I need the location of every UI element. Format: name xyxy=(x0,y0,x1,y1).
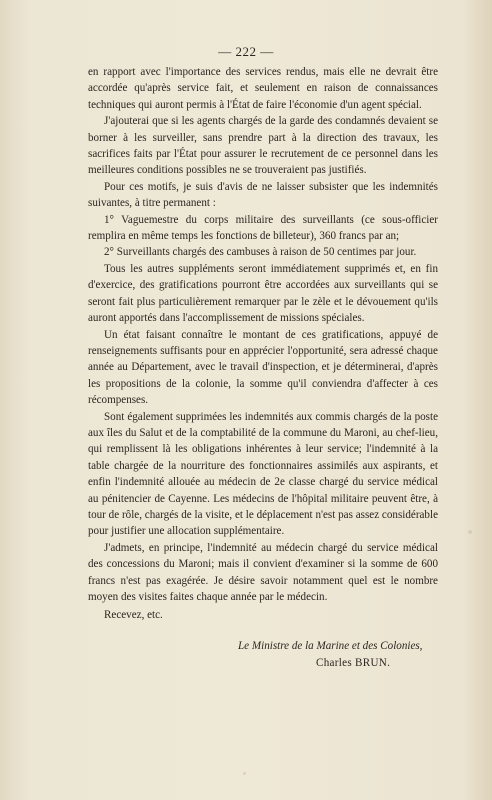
signature-block xyxy=(88,638,438,674)
list-item: 1° Vaguemestre du corps militaire des surveillants (ce sous-officier remplira en même temps les fonctions de billeteur), 360 francs par an; xyxy=(88,213,438,243)
paragraph: J'ajouterai que si les agents chargés de la garde des condamnés devaient se borner à les surveiller, sans prendre part à la direction des travaux, les sacrifices faits par l'État pour assurer le recrutement de ce personnel dans les meilleures conditions possibles ne se trouveraient pas justifiés. xyxy=(88,115,438,177)
salutation: Recevez, etc. xyxy=(104,609,163,622)
paragraph: J'admets, en principe, l'indemnité au médecin chargé du service médical des concessions du Maroni; mais il convient d'examiner si la somme de 600 francs n'est pas exagérée. Je désire savoir notamment quel est le nombre moyen des visites faites chaque année par le médecin. xyxy=(88,541,438,603)
paper-stain xyxy=(468,530,472,534)
paragraph: Un état faisant connaître le montant de ces gratifications, appuyé de renseignements suffisants pour en apprécier l'opportunité, sera adressé chaque année au Département, avec le travail d'inspection, et je déterminerai, d'après les propositions de la colonie, la somme qu'il conviendra d'affecter à ces récompenses. xyxy=(88,328,438,407)
paragraph: en rapport avec l'importance des services rendus, mais elle ne devrait être accordée qu'après service fait, et seulement en raison de connaissances techniques qui auront permis à l'État de faire l'économie d'un agent spécial. xyxy=(88,66,438,111)
list-item: 2° Surveillants chargés des cambuses à raison de 50 centimes par jour. xyxy=(104,246,417,259)
paragraph: Pour ces motifs, je suis d'avis de ne laisser subsister que les indemnités suivantes, à titre permanent : xyxy=(88,180,438,210)
page-number: — 222 — xyxy=(218,44,274,59)
paragraph: Tous les autres suppléments seront immédiatement supprimés et, en fin d'exercice, des gratifications pourront être accordées aux surveillants qui se seront fait plus particulièrement remarquer par le zèle et le dévouement qu'ils auront apportés dans l'accomplissement de missions spéciales. xyxy=(88,262,438,325)
body-text xyxy=(88,64,438,674)
paper-stain xyxy=(243,772,246,775)
signatory-name: Charles BRUN. xyxy=(316,656,391,669)
signatory-title: Le Ministre de la Marine et des Colonies, xyxy=(238,639,423,652)
paragraph: Sont également supprimées les indemnités aux commis chargés de la poste aux îles du Salut et de la comptabilité de la commune du Maroni, au chef-lieu, qui remplissent là les obligations inhérentes à leur service; l'indemnité à la table chargée de la nourriture des fonctionnaires assimilés aux aspirants, et enfin l'indemnité allouée au médecin de 2e classe chargé du service médical au pénitencier de Cayenne. Les médecins de l'hôpital militaire peuvent être, à tour de rôle, chargés de la visite, et le déplacement n'est pas assez considérable pour justifier une allocation supplémentaire. xyxy=(88,410,438,538)
